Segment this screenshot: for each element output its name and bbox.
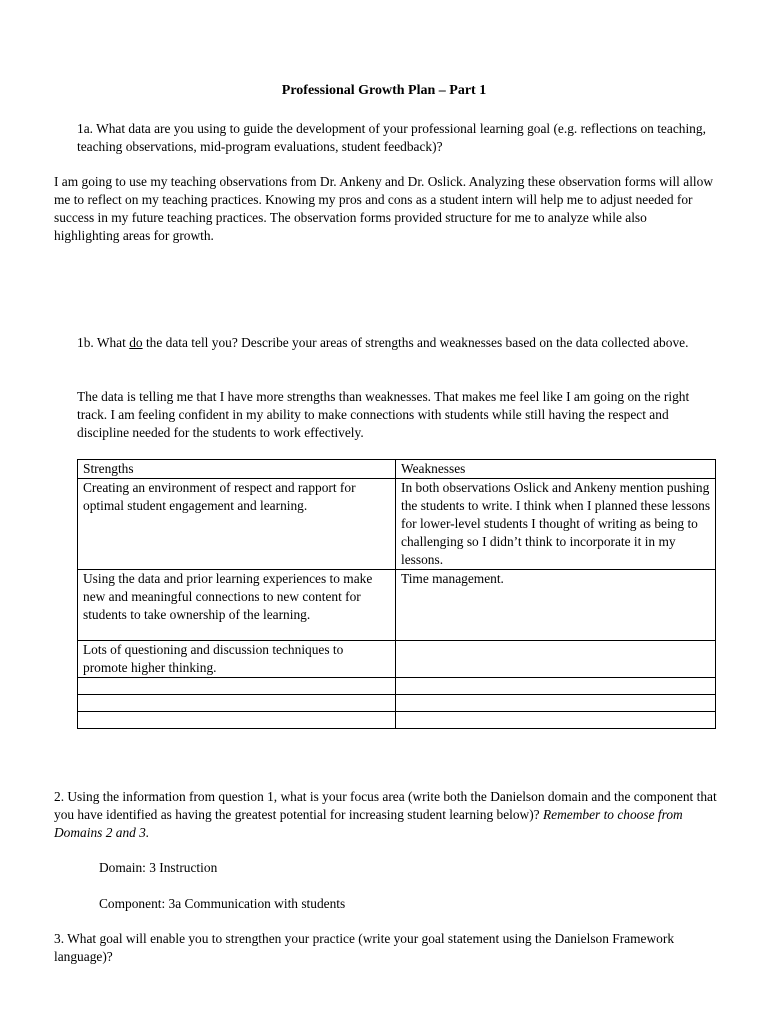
strength-cell: Creating an environment of respect and rapport for optimal student engagement and learning. [78, 479, 396, 570]
strengths-weaknesses-table [77, 459, 716, 729]
table-header-row [78, 460, 716, 479]
weakness-cell: Time management. [396, 570, 716, 641]
answer-1a: I am going to use my teaching observations from Dr. Ankeny and Dr. Oslick. Analyzing these observation forms will allow me to reflect on my teaching practices. Knowing my pros and cons as a student intern will help me to adjust needed for success in my future teaching practices. The observation forms provided structure for me to analyze while also highlighting areas for growth. [54, 174, 713, 243]
answer-1b: The data is telling me that I have more strengths than weaknesses. That makes me feel like I am going on the right track. I am feeling confident in my ability to make connections with students while still having the respect and discipline needed for the students to work effectively. [77, 389, 690, 440]
domain-answer: Domain: 3 Instruction [99, 860, 218, 875]
question-1a: 1a. What data are you using to guide the development of your professional learning goal (e.g. reflections on teaching, teaching observations, mid-program evaluations, student feedback)? [77, 121, 706, 154]
question-1b-end: the data tell you? Describe your areas of strengths and weaknesses based on the data collected above. [142, 335, 689, 350]
strength-cell [78, 678, 396, 695]
table-row [78, 695, 716, 712]
table-row [78, 479, 716, 570]
strength-cell: Using the data and prior learning experiences to make new and meaningful connections to new content for students to take ownership of the learning. [78, 570, 396, 641]
table-row [78, 678, 716, 695]
strength-cell [78, 695, 396, 712]
weakness-cell [396, 678, 716, 695]
question-3: 3. What goal will enable you to strengthen your practice (write your goal statement using the Danielson Framework language)? [54, 931, 675, 964]
weakness-cell [396, 712, 716, 729]
weakness-cell [396, 641, 716, 678]
header-weaknesses: Weaknesses [396, 460, 716, 479]
header-strengths: Strengths [78, 460, 396, 479]
weakness-cell: In both observations Oslick and Ankeny mention pushing the students to write. I think when I planned these lessons for lower-level students I thought of writing as being to challenging so I didn’t think to incorporate it in my lessons. [396, 479, 716, 570]
strength-cell: Lots of questioning and discussion techniques to promote higher thinking. [78, 641, 396, 678]
table-row [78, 641, 716, 678]
table-row [78, 570, 716, 641]
question-1b-underlined: do [129, 335, 143, 350]
question-2-reminder: Remember to choose from Domains 2 and 3. [54, 807, 683, 840]
strength-cell [78, 712, 396, 729]
component-answer: Component: 3a Communication with students [99, 896, 346, 911]
table-row [78, 712, 716, 729]
question-1b-start: 1b. What [77, 335, 130, 350]
page-title: Professional Growth Plan – Part 1 [281, 83, 487, 98]
question-1b [77, 334, 717, 352]
question-2 [54, 788, 724, 842]
question-2-prompt: 2. Using the information from question 1, what is your focus area (write both the Danielson domain and the component that you have identified as having the greatest potential for increasing student learning below)? [54, 789, 717, 822]
weakness-cell [396, 695, 716, 712]
